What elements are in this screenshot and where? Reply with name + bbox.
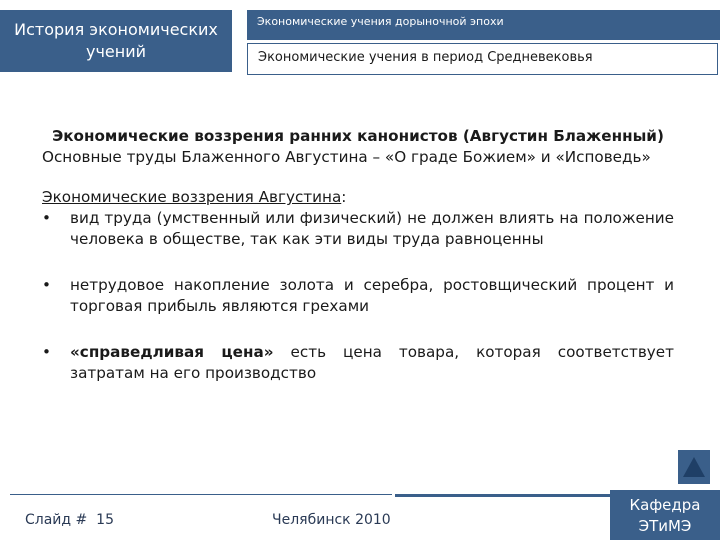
slide-content xyxy=(42,126,674,384)
list-item-text: есть цена товара, которая соответствует затратам на его производство xyxy=(70,343,674,382)
slide-number-label xyxy=(25,512,114,528)
course-title: История экономических учений xyxy=(14,20,218,61)
fair-price-term: «справедливая цена» xyxy=(70,343,274,361)
slide-heading: Экономические воззрения ранних канонистов (Августин Блаженный) xyxy=(52,127,664,145)
department-box xyxy=(610,490,720,540)
bullet-marker: • xyxy=(42,209,51,227)
subsection-title: Экономические учения в период Средневековья xyxy=(258,50,593,65)
list-item xyxy=(42,275,674,317)
views-label: Экономические воззрения Августина xyxy=(42,188,342,206)
course-title-box xyxy=(0,10,232,72)
list-item-text: нетрудовое накопление золота и серебра, ростовщический процент и торговая прибыль являются грехами xyxy=(70,276,674,315)
slide-label-text: Слайд # xyxy=(25,512,88,528)
bullet-marker: • xyxy=(42,276,51,294)
works-paragraph: Основные труды Блаженного Августина – «О граде Божием» и «Исповедь» xyxy=(42,148,651,166)
footer-divider-right xyxy=(395,494,610,497)
footer-divider-left xyxy=(10,494,392,495)
subsection-header xyxy=(247,43,718,75)
views-colon: : xyxy=(341,188,347,206)
department-line-1: Кафедра xyxy=(629,496,701,514)
city-year: Челябинск 2010 xyxy=(272,512,391,528)
section-header xyxy=(247,10,720,40)
views-label-line xyxy=(42,187,674,208)
list-item xyxy=(42,208,674,250)
list-item-text: вид труда (умственный или физический) не должен влиять на положение человека в обществе, так как эти виды труда равноценны xyxy=(70,209,674,248)
list-item xyxy=(42,342,674,384)
department-line-2: ЭТиМЭ xyxy=(638,517,692,535)
slide-number: 15 xyxy=(96,512,114,528)
section-title: Экономические учения дорыночной эпохи xyxy=(257,15,504,28)
bullet-marker: • xyxy=(42,343,51,361)
scroll-up-button[interactable] xyxy=(678,450,710,484)
triangle-up-icon xyxy=(682,456,706,478)
